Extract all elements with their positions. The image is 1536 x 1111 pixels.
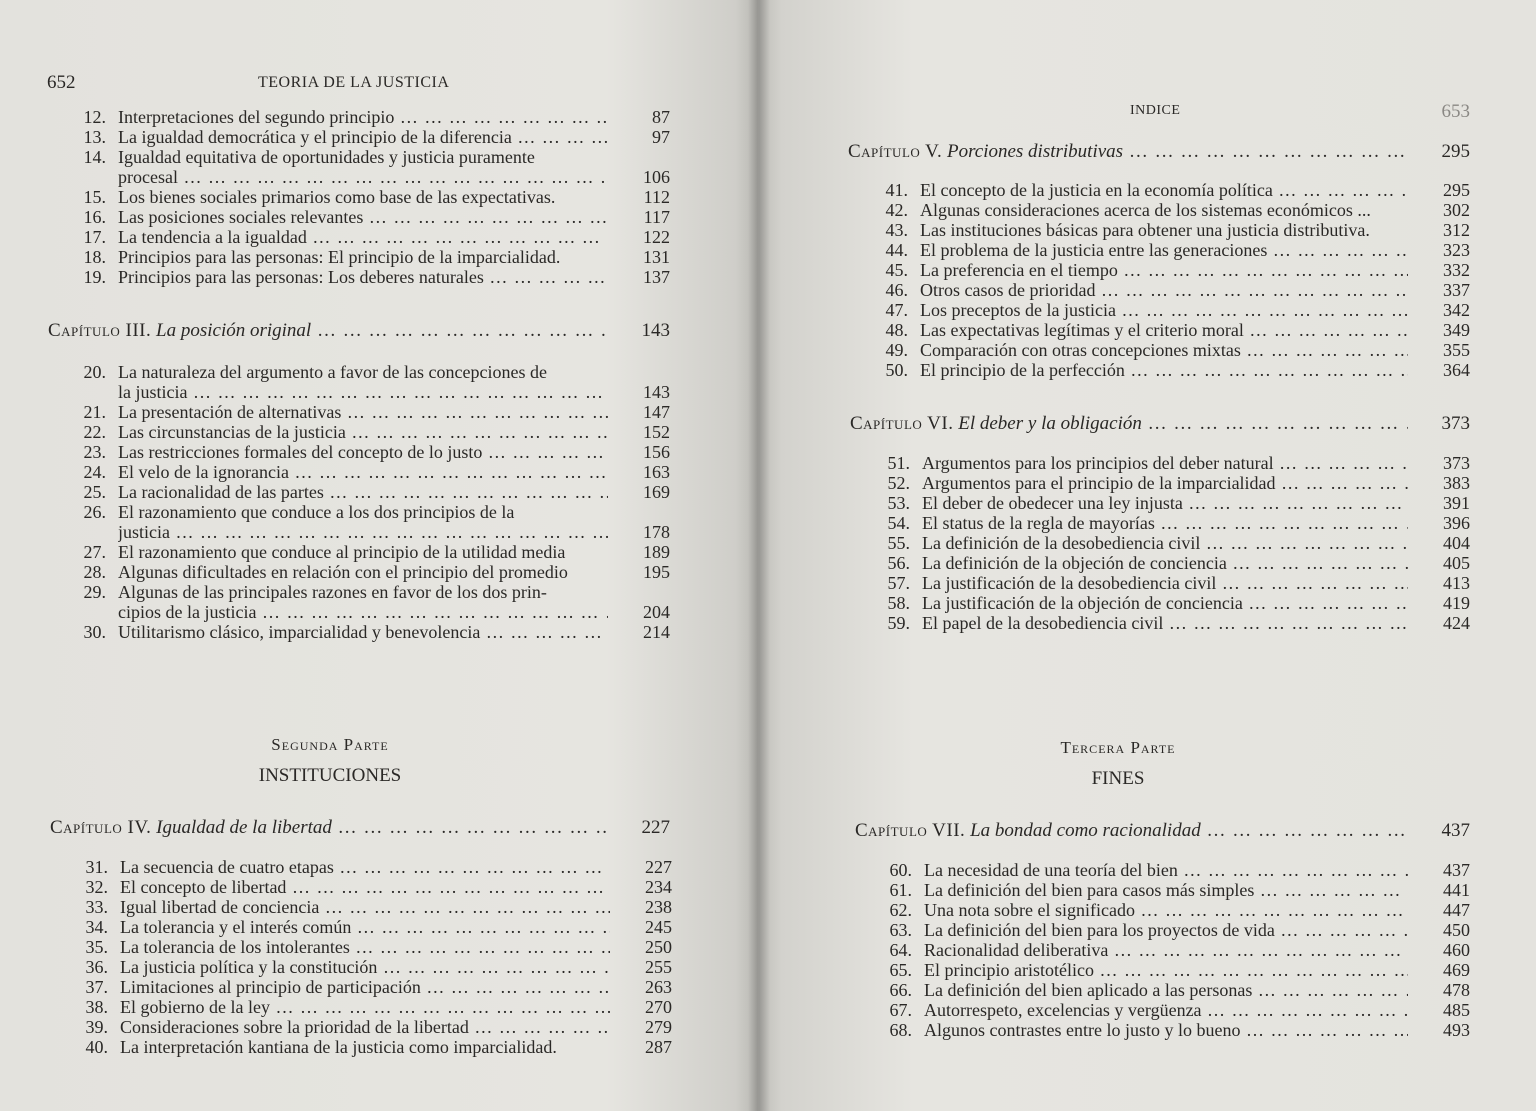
chapter-label: Capítulo IV. [50, 817, 152, 838]
toc-entry [60, 167, 670, 187]
toc-entry [864, 473, 1470, 493]
entry-number: 42. [885, 200, 908, 220]
entry-page: 419 [1443, 593, 1470, 613]
entry-title: La igualdad democrática y el principio de la diferencia … … … … … … … … … … … … … … … … … … … … … … … … … … … … … … … … … … [118, 127, 608, 147]
entry-number: 36. [85, 957, 108, 977]
entry-number: 55. [887, 533, 910, 553]
entry-number: 63. [889, 920, 912, 940]
entry-title: El principio de la perfección … … … … … … … … … … … … … … … … … … … … … … … … … … … … … … … … … … [920, 360, 1408, 380]
entry-title: Otros casos de prioridad … … … … … … … … … … … … … … … … … … … … … … … … … … … … … … … … … … [920, 280, 1408, 300]
book-gutter [748, 0, 770, 1111]
chapter-label: Capítulo VI. [850, 413, 954, 434]
toc-entry [62, 937, 672, 957]
entry-number: 68. [889, 1020, 912, 1040]
entry-title: La secuencia de cuatro etapas … … … … … … … … … … … … … … … … … … … … … … … … … … … … … … … … … … [120, 857, 610, 877]
toc-entry [862, 180, 1470, 200]
entry-title: La definición del bien para los proyectos de vida … … … … … … … … … … … … … … … … … … … … … … … … … … … … … … … … … … [924, 920, 1408, 940]
toc-entry [862, 320, 1470, 340]
entry-number: 57. [887, 573, 910, 593]
entry-page: 169 [643, 482, 670, 502]
entry-title: Autorrespeto, excelencias y vergüenza … … … … … … … … … … … … … … … … … … … … … … … … … … … … … … … … … … [924, 1000, 1408, 1020]
entry-page: 287 [645, 1037, 672, 1057]
entry-number: 54. [887, 513, 910, 533]
running-head: INDICE [1130, 103, 1181, 118]
toc-entry [62, 1037, 672, 1057]
entry-number: 14. [83, 147, 106, 167]
part-label: Segunda Parte [271, 735, 389, 754]
entry-number: 29. [83, 582, 106, 602]
right-page [758, 0, 1536, 1111]
toc-entry [60, 127, 670, 147]
entry-number: 17. [83, 227, 106, 247]
chapter-page: 227 [641, 817, 670, 838]
entry-page: 447 [1443, 900, 1470, 920]
entry-page: 117 [643, 207, 670, 227]
toc-entry [866, 1000, 1470, 1020]
entry-title: Principios para las personas: El principio de la imparcialidad. [118, 247, 561, 267]
entry-title: cipios de la justicia … … … … … … … … … … … … … … … … … … … … … … … … … … … … … … … … … … [118, 602, 608, 622]
entry-number: 64. [889, 940, 912, 960]
chapter-title: La posición original [156, 320, 312, 341]
entry-title: El velo de la ignorancia … … … … … … … … … … … … … … … … … … … … … … … … … … … … … … … … … … [118, 462, 608, 482]
entry-title: Limitaciones al principio de participación … … … … … … … … … … … … … … … … … … … … … … … … … … … … … … … … … … [120, 977, 610, 997]
entry-page: 312 [1443, 220, 1470, 240]
entry-title: Argumentos para los principios del deber natural … … … … … … … … … … … … … … … … … … … … … … … … … … … … … … … … … … [922, 453, 1408, 473]
entry-page: 204 [643, 602, 670, 622]
chapter-title: Igualdad de la libertad [156, 817, 332, 838]
entry-number: 19. [83, 267, 106, 287]
entry-number: 18. [83, 247, 106, 267]
entry-title: La definición del bien para casos más simples … … … … … … … … … … … … … … … … … … … … … … … … … … … … … … … … … … [924, 880, 1408, 900]
entry-number: 67. [889, 1000, 912, 1020]
entry-page: 97 [652, 127, 670, 147]
chapter-title: El deber y la obligación [958, 413, 1142, 434]
chapter-heading [848, 141, 1470, 163]
toc-entry [60, 502, 670, 522]
entry-page: 147 [643, 402, 670, 422]
entry-page: 131 [643, 247, 670, 267]
entry-number: 22. [83, 422, 106, 442]
entry-title: Algunas de las principales razones en favor de los dos prin- [118, 582, 547, 602]
toc-entry [60, 602, 670, 622]
entry-title: El problema de la justicia entre las generaciones … … … … … … … … … … … … … … … … … … … … … … … … … … … … … … … … … … [920, 240, 1408, 260]
entry-title: La definición de la desobediencia civil … … … … … … … … … … … … … … … … … … … … … … … … … … … … … … … … … … [922, 533, 1408, 553]
toc-entry [862, 340, 1470, 360]
entry-page: 332 [1443, 260, 1470, 280]
entry-page: 87 [652, 107, 670, 127]
toc-entry [60, 107, 670, 127]
toc-entry [60, 562, 670, 582]
chapter-label: Capítulo III. [48, 320, 152, 341]
entry-page: 152 [643, 422, 670, 442]
entry-number: 39. [85, 1017, 108, 1037]
chapter-page: 143 [641, 320, 670, 341]
entry-number: 44. [885, 240, 908, 260]
toc-entry [866, 860, 1470, 880]
entry-title: La tendencia a la igualdad … … … … … … … … … … … … … … … … … … … … … … … … … … … … … … … … … … [118, 227, 608, 247]
entry-title: El concepto de libertad … … … … … … … … … … … … … … … … … … … … … … … … … … … … … … … … … … [120, 877, 610, 897]
toc-entry [60, 402, 670, 422]
toc-entry [60, 422, 670, 442]
entry-number: 50. [885, 360, 908, 380]
entry-title: Comparación con otras concepciones mixtas … … … … … … … … … … … … … … … … … … … … … … … … … … … … … … … … … … [920, 340, 1408, 360]
entry-page: 255 [645, 957, 672, 977]
entry-title: La presentación de alternativas … … … … … … … … … … … … … … … … … … … … … … … … … … … … … … … … … … [118, 402, 608, 422]
entry-number: 26. [83, 502, 106, 522]
entry-page: 122 [643, 227, 670, 247]
entry-page: 234 [645, 877, 672, 897]
left-page [0, 0, 758, 1111]
entry-title: Igual libertad de conciencia … … … … … … … … … … … … … … … … … … … … … … … … … … … … … … … … … … [120, 897, 610, 917]
entry-number: 62. [889, 900, 912, 920]
toc-entry [866, 920, 1470, 940]
entry-page: 337 [1443, 280, 1470, 300]
toc-entry [864, 533, 1470, 553]
toc-entry [60, 187, 670, 207]
toc-entry [62, 877, 672, 897]
entry-number: 32. [85, 877, 108, 897]
toc-entry [60, 622, 670, 642]
entry-title: procesal … … … … … … … … … … … … … … … … … … … … … … … … … … … … … … … … … … [118, 167, 608, 187]
entry-number: 15. [83, 187, 106, 207]
entry-page: 323 [1443, 240, 1470, 260]
entry-title: Racionalidad deliberativa … … … … … … … … … … … … … … … … … … … … … … … … … … … … … … … … … … [924, 940, 1408, 960]
entry-title: Consideraciones sobre la prioridad de la libertad … … … … … … … … … … … … … … … … … … … … … … … … … … … … … … … … … … [120, 1017, 610, 1037]
entry-number: 23. [83, 442, 106, 462]
entry-page: 302 [1443, 200, 1470, 220]
chapter-heading [50, 817, 670, 839]
toc-entry [60, 362, 670, 382]
toc-section [862, 180, 1470, 380]
toc-entry [62, 1017, 672, 1037]
toc-entry [62, 977, 672, 997]
toc-entry [60, 542, 670, 562]
entry-title: El gobierno de la ley … … … … … … … … … … … … … … … … … … … … … … … … … … … … … … … … … … [120, 997, 610, 1017]
toc-entry [60, 522, 670, 542]
entry-title: La racionalidad de las partes … … … … … … … … … … … … … … … … … … … … … … … … … … … … … … … … … … [118, 482, 608, 502]
entry-title: El razonamiento que conduce al principio de la utilidad media [118, 542, 566, 562]
chapter-heading [850, 413, 1470, 435]
chapter-title: La bondad como racionalidad [970, 820, 1201, 841]
entry-page: 250 [645, 937, 672, 957]
toc-entry [862, 220, 1470, 240]
entry-number: 20. [83, 362, 106, 382]
toc-section [60, 107, 670, 287]
entry-number: 46. [885, 280, 908, 300]
entry-number: 12. [83, 107, 106, 127]
entry-title: Las posiciones sociales relevantes … … … … … … … … … … … … … … … … … … … … … … … … … … … … … … … … … … [118, 207, 608, 227]
entry-page: 478 [1443, 980, 1470, 1000]
entry-page: 485 [1443, 1000, 1470, 1020]
entry-title: Las instituciones básicas para obtener una justicia distributiva. [920, 220, 1370, 240]
entry-number: 51. [887, 453, 910, 473]
entry-title: Principios para las personas: Los deberes naturales … … … … … … … … … … … … … … … … … … … … … … … … … … … … … … … … … … [118, 267, 608, 287]
chapter-label: Capítulo V. [848, 141, 943, 162]
toc-entry [60, 207, 670, 227]
toc-entry [864, 573, 1470, 593]
toc-entry [62, 957, 672, 977]
toc-section [864, 453, 1470, 633]
entry-page: 137 [643, 267, 670, 287]
entry-page: 245 [645, 917, 672, 937]
entry-number: 43. [885, 220, 908, 240]
entry-title: Los bienes sociales primarios como base de las expectativas. [118, 187, 556, 207]
entry-number: 25. [83, 482, 106, 502]
toc-entry [862, 300, 1470, 320]
toc-entry [866, 880, 1470, 900]
entry-number: 41. [885, 180, 908, 200]
toc-entry [862, 260, 1470, 280]
entry-title: La preferencia en el tiempo … … … … … … … … … … … … … … … … … … … … … … … … … … … … … … … … … … [920, 260, 1408, 280]
entry-page: 227 [645, 857, 672, 877]
chapter-page: 437 [1441, 820, 1470, 841]
entry-page: 214 [643, 622, 670, 642]
entry-page: 383 [1443, 473, 1470, 493]
entry-page: 391 [1443, 493, 1470, 513]
entry-page: 112 [643, 187, 670, 207]
entry-number: 61. [889, 880, 912, 900]
chapter-heading [48, 320, 670, 342]
chapter-heading [855, 820, 1470, 842]
entry-number: 56. [887, 553, 910, 573]
toc-entry [62, 917, 672, 937]
entry-number: 59. [887, 613, 910, 633]
page-number: 653 [1441, 101, 1470, 122]
entry-page: 342 [1443, 300, 1470, 320]
entry-page: 404 [1443, 533, 1470, 553]
toc-entry [62, 857, 672, 877]
entry-title: El principio aristotélico … … … … … … … … … … … … … … … … … … … … … … … … … … … … … … … … … … [924, 960, 1408, 980]
toc-entry [866, 1020, 1470, 1040]
entry-title: Algunas dificultades en relación con el principio del promedio [118, 562, 568, 582]
entry-number: 30. [83, 622, 106, 642]
entry-title: La tolerancia de los intolerantes … … … … … … … … … … … … … … … … … … … … … … … … … … … … … … … … … … [120, 937, 610, 957]
entry-title: Igualdad equitativa de oportunidades y justicia puramente [118, 147, 535, 167]
toc-entry [62, 897, 672, 917]
toc-section [866, 860, 1470, 1040]
entry-page: 195 [643, 562, 670, 582]
entry-title: La necesidad de una teoría del bien … … … … … … … … … … … … … … … … … … … … … … … … … … … … … … … … … … [924, 860, 1408, 880]
toc-entry [866, 900, 1470, 920]
entry-title: El status de la regla de mayorías … … … … … … … … … … … … … … … … … … … … … … … … … … … … … … … … … … [922, 513, 1408, 533]
toc-entry [60, 482, 670, 502]
entry-page: 156 [643, 442, 670, 462]
entry-title: la justicia … … … … … … … … … … … … … … … … … … … … … … … … … … … … … … … … … … [118, 382, 608, 402]
toc-entry [60, 462, 670, 482]
toc-entry [866, 940, 1470, 960]
toc-entry [60, 582, 670, 602]
toc-entry [864, 493, 1470, 513]
entry-title: Interpretaciones del segundo principio … … … … … … … … … … … … … … … … … … … … … … … … … … … … … … … … … … [118, 107, 608, 127]
toc-entry [864, 553, 1470, 573]
part-label: Tercera Parte [1060, 738, 1176, 757]
entry-page: 441 [1443, 880, 1470, 900]
entry-page: 437 [1443, 860, 1470, 880]
entry-number: 45. [885, 260, 908, 280]
entry-page: 355 [1443, 340, 1470, 360]
entry-title: El deber de obedecer una ley injusta … … … … … … … … … … … … … … … … … … … … … … … … … … … … … … … … … … [922, 493, 1408, 513]
entry-number: 60. [889, 860, 912, 880]
entry-title: Algunos contrastes entre lo justo y lo bueno … … … … … … … … … … … … … … … … … … … … … … … … … … … … … … … … … … [924, 1020, 1408, 1040]
entry-page: 178 [643, 522, 670, 542]
entry-page: 413 [1443, 573, 1470, 593]
entry-number: 66. [889, 980, 912, 1000]
entry-page: 163 [643, 462, 670, 482]
entry-title: Algunas consideraciones acerca de los sistemas económicos ... [920, 200, 1371, 220]
part-name: FINES [1091, 768, 1145, 789]
entry-title: La definición del bien aplicado a las personas … … … … … … … … … … … … … … … … … … … … … … … … … … … … … … … … … … [924, 980, 1408, 1000]
entry-title: Las expectativas legítimas y el criterio moral … … … … … … … … … … … … … … … … … … … … … … … … … … … … … … … … … … [920, 320, 1408, 340]
entry-title: Los preceptos de la justicia … … … … … … … … … … … … … … … … … … … … … … … … … … … … … … … … … … [920, 300, 1408, 320]
entry-page: 424 [1443, 613, 1470, 633]
entry-title: Utilitarismo clásico, imparcialidad y benevolencia … … … … … … … … … … … … … … … … … … … … … … … … … … … … … … … … … … [118, 622, 608, 642]
entry-number: 49. [885, 340, 908, 360]
toc-entry [60, 382, 670, 402]
entry-number: 31. [85, 857, 108, 877]
entry-title: Argumentos para el principio de la imparcialidad … … … … … … … … … … … … … … … … … … … … … … … … … … … … … … … … … … [922, 473, 1408, 493]
entry-number: 21. [83, 402, 106, 422]
toc-entry [862, 240, 1470, 260]
entry-number: 38. [85, 997, 108, 1017]
running-head: TEORIA DE LA JUSTICIA [258, 74, 450, 91]
entry-number: 13. [83, 127, 106, 147]
entry-number: 24. [83, 462, 106, 482]
toc-entry [60, 267, 670, 287]
entry-title: La justificación de la desobediencia civil … … … … … … … … … … … … … … … … … … … … … … … … … … … … … … … … … … [922, 573, 1408, 593]
entry-title: La tolerancia y el interés común … … … … … … … … … … … … … … … … … … … … … … … … … … … … … … … … … … [120, 917, 610, 937]
entry-page: 106 [643, 167, 670, 187]
entry-title: El concepto de la justicia en la economía política … … … … … … … … … … … … … … … … … … … … … … … … … … … … … … … … … … [920, 180, 1408, 200]
entry-page: 270 [645, 997, 672, 1017]
entry-title: La interpretación kantiana de la justicia como imparcialidad. [120, 1037, 557, 1057]
entry-number: 34. [85, 917, 108, 937]
entry-title: La definición de la objeción de conciencia … … … … … … … … … … … … … … … … … … … … … … … … … … … … … … … … … … [922, 553, 1408, 573]
toc-entry [60, 442, 670, 462]
page-number: 652 [47, 72, 76, 93]
part-heading [180, 735, 480, 787]
entry-page: 295 [1443, 180, 1470, 200]
entry-page: 450 [1443, 920, 1470, 940]
part-name: INSTITUCIONES [258, 765, 402, 786]
entry-number: 35. [85, 937, 108, 957]
entry-number: 27. [83, 542, 106, 562]
toc-entry [866, 980, 1470, 1000]
entry-number: 33. [85, 897, 108, 917]
entry-number: 28. [83, 562, 106, 582]
entry-page: 143 [643, 382, 670, 402]
chapter-page: 295 [1441, 141, 1470, 162]
entry-page: 364 [1443, 360, 1470, 380]
entry-page: 396 [1443, 513, 1470, 533]
entry-title: Las circunstancias de la justicia … … … … … … … … … … … … … … … … … … … … … … … … … … … … … … … … … … [118, 422, 608, 442]
chapter-page: 373 [1441, 413, 1470, 434]
chapter-title: Porciones distributivas [946, 141, 1124, 162]
entry-number: 48. [885, 320, 908, 340]
entry-title: La naturaleza del argumento a favor de las concepciones de [118, 362, 547, 382]
toc-entry [864, 593, 1470, 613]
entry-number: 53. [887, 493, 910, 513]
toc-entry [60, 147, 670, 167]
toc-entry [864, 513, 1470, 533]
entry-title: El papel de la desobediencia civil … … … … … … … … … … … … … … … … … … … … … … … … … … … … … … … … … … [922, 613, 1408, 633]
chapter-label: Capítulo VII. [855, 820, 966, 841]
entry-page: 349 [1443, 320, 1470, 340]
toc-entry [864, 453, 1470, 473]
entry-number: 40. [85, 1037, 108, 1057]
toc-entry [862, 200, 1470, 220]
entry-title: Una nota sobre el significado … … … … … … … … … … … … … … … … … … … … … … … … … … … … … … … … … … [924, 900, 1408, 920]
entry-page: 493 [1443, 1020, 1470, 1040]
toc-entry [60, 227, 670, 247]
entry-number: 37. [85, 977, 108, 997]
toc-entry [60, 247, 670, 267]
part-heading [988, 738, 1248, 790]
entry-title: El razonamiento que conduce a los dos principios de la [118, 502, 515, 522]
toc-entry [866, 960, 1470, 980]
entry-title: La justificación de la objeción de conciencia … … … … … … … … … … … … … … … … … … … … … … … … … … … … … … … … … … [922, 593, 1408, 613]
entry-number: 47. [885, 300, 908, 320]
entry-page: 405 [1443, 553, 1470, 573]
toc-entry [62, 997, 672, 1017]
toc-section [62, 857, 672, 1057]
entry-title: Las restricciones formales del concepto de lo justo … … … … … … … … … … … … … … … … … … … … … … … … … … … … … … … … … … [118, 442, 608, 462]
entry-page: 189 [643, 542, 670, 562]
entry-page: 373 [1443, 453, 1470, 473]
toc-entry [864, 613, 1470, 633]
entry-title: La justicia política y la constitución … … … … … … … … … … … … … … … … … … … … … … … … … … … … … … … … … … [120, 957, 610, 977]
entry-number: 52. [887, 473, 910, 493]
entry-page: 460 [1443, 940, 1470, 960]
entry-page: 279 [645, 1017, 672, 1037]
entry-title: justicia … … … … … … … … … … … … … … … … … … … … … … … … … … … … … … … … … … [118, 522, 608, 542]
entry-number: 16. [83, 207, 106, 227]
toc-section [60, 362, 670, 642]
toc-entry [862, 360, 1470, 380]
entry-page: 469 [1443, 960, 1470, 980]
entry-page: 238 [645, 897, 672, 917]
entry-page: 263 [645, 977, 672, 997]
toc-entry [862, 280, 1470, 300]
entry-number: 65. [889, 960, 912, 980]
entry-number: 58. [887, 593, 910, 613]
